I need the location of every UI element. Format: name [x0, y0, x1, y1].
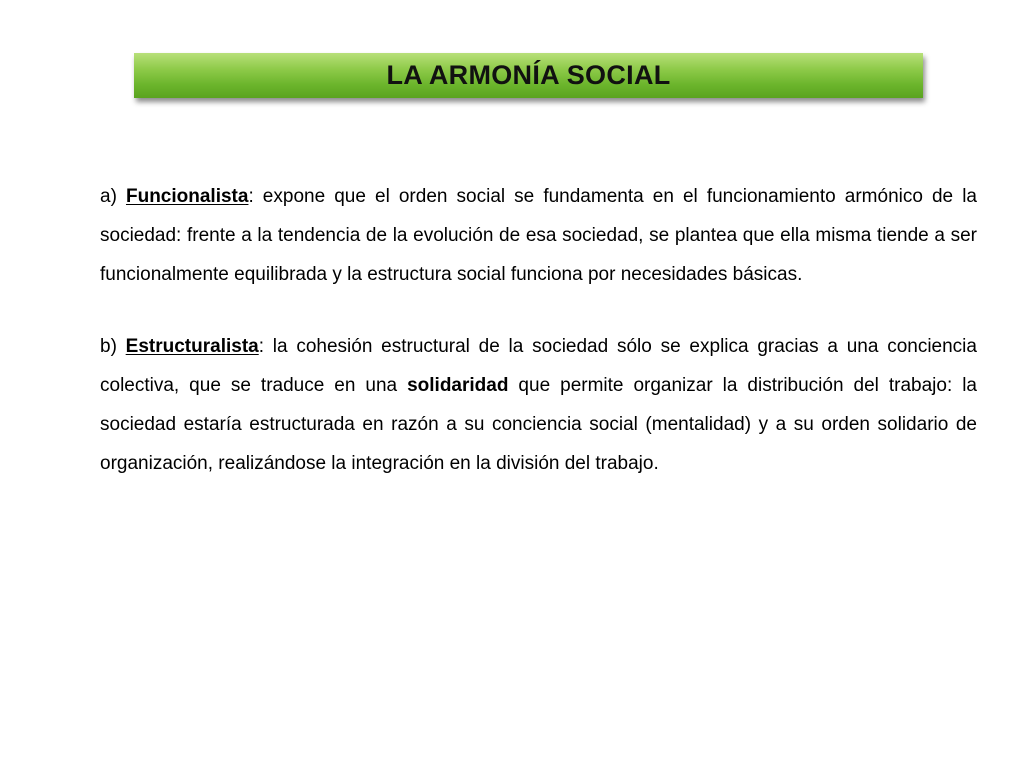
- paragraph-body-before: : la cohesión estructural de la sociedad sólo se explica gracias a una conciencia colectiva, que se traduce en una: [100, 336, 977, 396]
- paragraph-prefix: b): [100, 336, 126, 357]
- term-functionalist: Funcionalista: [125, 186, 249, 207]
- term-structuralist: Estructuralista: [125, 336, 259, 357]
- paragraph-prefix: a): [100, 186, 126, 207]
- title-banner: [134, 53, 923, 98]
- slide-content: [100, 177, 977, 516]
- paragraph-body: : expone que el orden social se fundamenta en el funcionamiento armónico de la sociedad: frente a la tendencia de la evolución de esa sociedad, se plantea que ella misma tiende a ser funcionalmente equilibrada y la estructura social funciona por necesidades básicas.: [100, 186, 977, 285]
- paragraph-body-after: que permite organizar la distribución del trabajo: la sociedad estaría estructurada en razón a su conciencia social (mentalidad) y a su orden solidario de organización, realizándose la integración en la división del trabajo.: [100, 375, 978, 474]
- emphasis-solidaridad: solidaridad: [407, 375, 509, 396]
- paragraph-structuralist: [100, 327, 977, 483]
- slide-title: LA ARMONÍA SOCIAL: [386, 60, 671, 90]
- paragraph-functionalist: [100, 177, 977, 294]
